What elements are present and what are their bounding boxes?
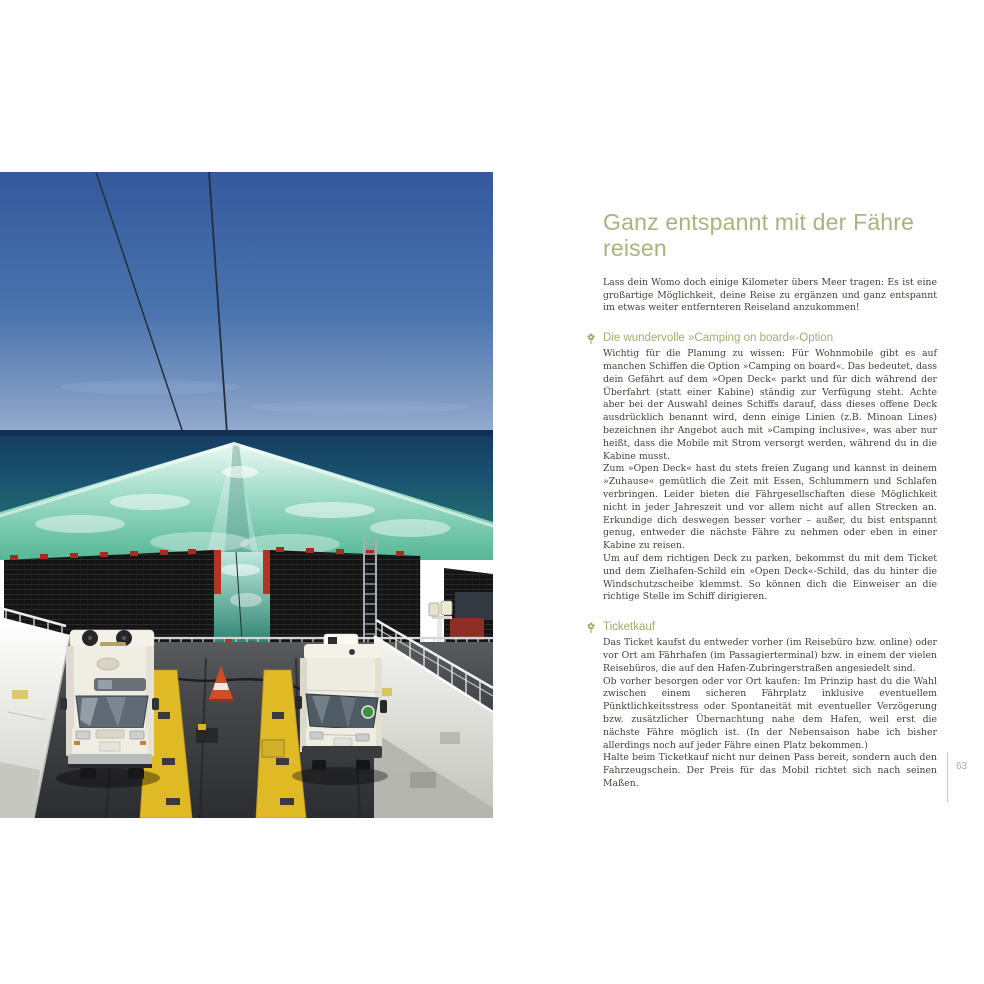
section-ticketkauf [603,621,937,791]
section-paragraph: Das Ticket kaufst du entweder vorher (im Reisebüro bzw. online) oder vor Ort am Fährhafen (im Passagierterminal) bzw. in einem der vielen Reisebüros, die auf den Hafen-Zubringerstraßen angesiedelt sind. [603,637,937,674]
page-number [947,752,967,802]
right-page-text-column [603,209,937,791]
stern-structure [455,592,493,620]
red-machinery [450,618,484,640]
intro-paragraph: Lass dein Womo doch einige Kilometer übers Meer tragen: Es ist eine großartige Möglichkeit, deine Reise zu ergänzen und ganz entspannt im etwas weiter entfernteren Reiseland anzukommen! [603,276,937,314]
page-number-value: 63 [956,761,968,772]
flower-icon [586,621,596,634]
section-paragraph: Um auf dem richtigen Deck zu parken, bekommst du mit dem Ticket und dem Zielhafen-Schild ein »Open Deck«-Schild, das du hinter die Windschutzscheibe klemmst. So können dich die Einweiser an die richtige Stelle im Schiff dirigieren. [603,553,937,603]
section-paragraph: Zum »Open Deck« hast du stets freien Zugang und kannst in deinem »Zuhause« gemütlich die Zeit mit Essen, Schlummern und Schlafen verbringen. Leider bieten die Fährgesellschaften diese Möglichkeit nicht in jeder Jahreszeit und vor allem nicht auf allen Strecken an. Erkundige dich deswegen besser vorher – außer, du bist entspannt genug, entweder die nächste Fähre zu nehmen oder eben in einer Kabine zu reisen. [603,463,937,552]
campervan-left [56,630,160,788]
ferry-stern-photo [0,172,493,818]
sky [0,172,493,432]
section-heading: Ticketkauf [603,621,655,634]
section-paragraph: Wichtig für die Planung zu wissen: Für Wohnmobile gibt es auf manchen Schiffen die Option »Camping on board«. Das bedeutet, dass dein Gefährt auf dem »Open Deck« parkt und für dich während der Überfahrt (statt einer Kabine) ständig zur Verfügung steht. Achte aber bei der Auswahl deines Schiffs darauf, dass dieses offene Deck ausdrücklich benannt wird, denn einige Linien (z.B. Minoan Lines) bezeichnen ihr Angebot auch mit »Camping inclusive«, was aber nur heißt, dass die Mobile mit Strom versorgt werden, während du in die Kabine musst. [603,348,937,462]
section-paragraph: Ob vorher besorgen oder vor Ort kaufen: Im Prinzip hast du die Wahl zwischen einem sicheren Fährplatz inklusive eventuellem Pünktlichkeitsstress oder Spontaneität mit eventueller Verzögerung bzw. zusätzlicher Übernachtung nahe dem Hafen, weil erst die nächste Fähre möglich ist. (In der Nebensaison habe ich bisher allerdings noch auf jeder Fähre einen Platz bekommen.) [603,675,937,751]
section-paragraph: Halte beim Ticketkauf nicht nur deinen Pass bereit, sondern auch den Fahrzeugschein. Der Preis für das Mobil richtet sich nach seinen Maßen. [603,752,937,789]
section-camping-on-board [603,332,937,604]
wake-gap [214,552,270,642]
page-title: Ganz entspannt mit der Fähre reisen [603,209,915,262]
ferry-photo-graphic [0,172,493,818]
flower-icon [586,332,596,345]
section-heading: Die wundervolle »Camping on board«-Option [603,332,834,345]
